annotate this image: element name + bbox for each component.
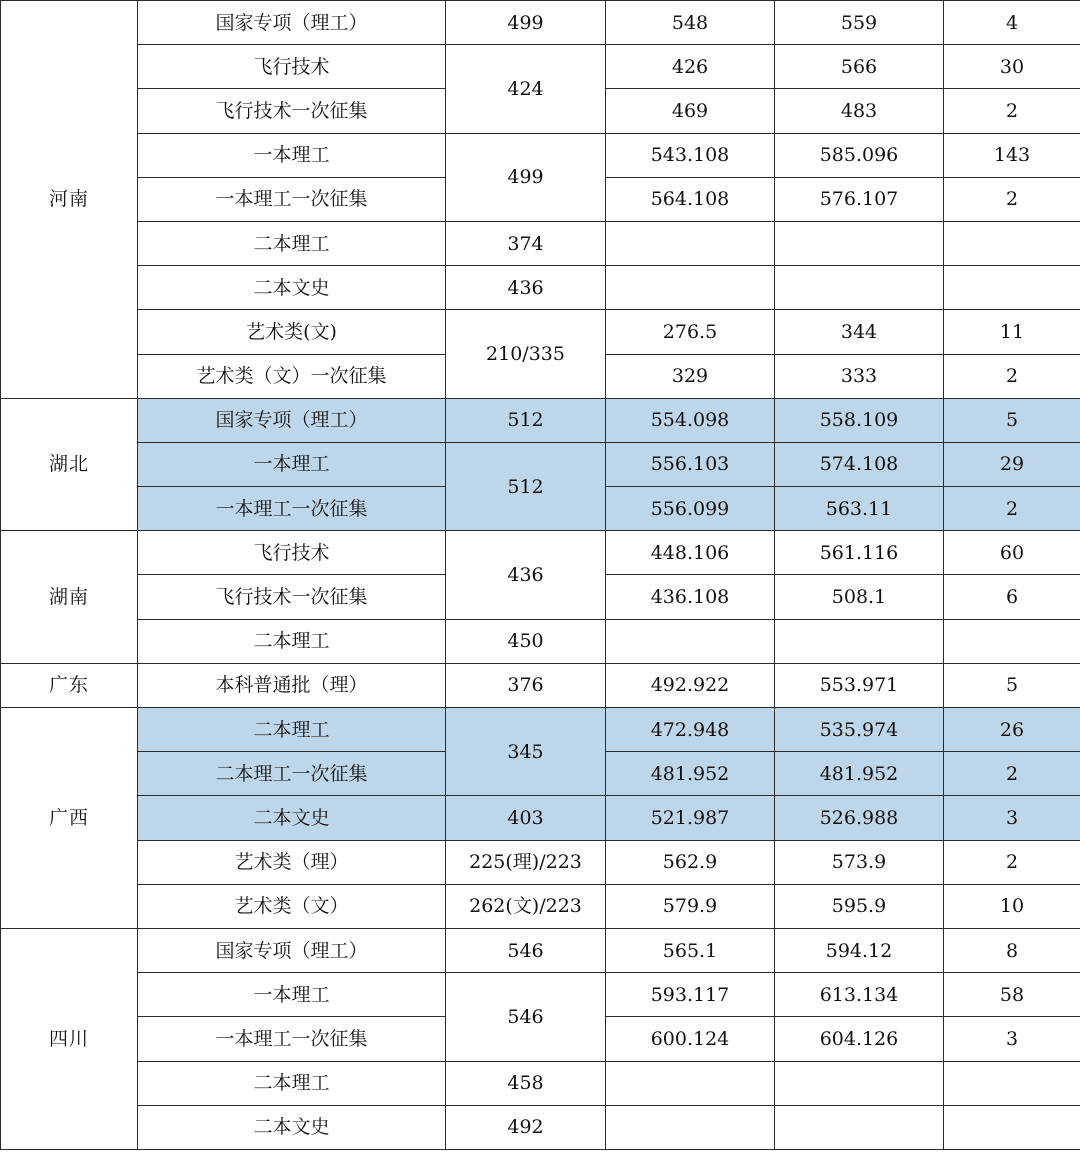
control-line-cell: 512 bbox=[446, 442, 606, 530]
count-cell bbox=[944, 221, 1080, 265]
control-line-cell: 546 bbox=[446, 928, 606, 972]
table-row bbox=[1, 796, 1080, 840]
province-cell: 湖北 bbox=[1, 398, 138, 531]
min-score-cell: 492.922 bbox=[606, 663, 775, 707]
batch-cell: 一本理工 bbox=[138, 133, 446, 177]
count-cell: 26 bbox=[944, 708, 1080, 752]
control-line-cell: 492 bbox=[446, 1105, 606, 1149]
count-cell: 30 bbox=[944, 45, 1080, 89]
batch-cell: 二本文史 bbox=[138, 796, 446, 840]
max-score-cell bbox=[775, 1061, 944, 1105]
min-score-cell: 593.117 bbox=[606, 973, 775, 1017]
batch-cell: 一本理工一次征集 bbox=[138, 487, 446, 531]
max-score-cell: 483 bbox=[775, 89, 944, 133]
count-cell: 6 bbox=[944, 575, 1080, 619]
batch-cell: 二本文史 bbox=[138, 1105, 446, 1149]
min-score-cell bbox=[606, 221, 775, 265]
control-line-cell: 424 bbox=[446, 45, 606, 133]
control-line-cell: 374 bbox=[446, 221, 606, 265]
batch-cell: 飞行技术 bbox=[138, 45, 446, 89]
table-row bbox=[1, 531, 1080, 575]
min-score-cell: 426 bbox=[606, 45, 775, 89]
max-score-cell: 595.9 bbox=[775, 884, 944, 928]
table-row bbox=[1, 310, 1080, 354]
table-row bbox=[1, 221, 1080, 265]
table-row bbox=[1, 1061, 1080, 1105]
table-row bbox=[1, 663, 1080, 707]
count-cell: 60 bbox=[944, 531, 1080, 575]
count-cell: 29 bbox=[944, 442, 1080, 486]
table-row bbox=[1, 133, 1080, 177]
batch-cell: 二本理工 bbox=[138, 221, 446, 265]
min-score-cell: 564.108 bbox=[606, 177, 775, 221]
count-cell: 2 bbox=[944, 354, 1080, 398]
province-cell: 广东 bbox=[1, 663, 138, 707]
count-cell: 143 bbox=[944, 133, 1080, 177]
batch-cell: 艺术类（理） bbox=[138, 840, 446, 884]
control-line-cell: 546 bbox=[446, 973, 606, 1061]
max-score-cell: 563.11 bbox=[775, 487, 944, 531]
max-score-cell: 576.107 bbox=[775, 177, 944, 221]
min-score-cell bbox=[606, 266, 775, 310]
count-cell: 4 bbox=[944, 1, 1080, 45]
max-score-cell: 333 bbox=[775, 354, 944, 398]
max-score-cell: 604.126 bbox=[775, 1017, 944, 1061]
min-score-cell: 436.108 bbox=[606, 575, 775, 619]
max-score-cell: 508.1 bbox=[775, 575, 944, 619]
batch-cell: 一本理工 bbox=[138, 973, 446, 1017]
max-score-cell: 481.952 bbox=[775, 752, 944, 796]
max-score-cell bbox=[775, 619, 944, 663]
control-line-cell: 450 bbox=[446, 619, 606, 663]
batch-cell: 国家专项（理工） bbox=[138, 928, 446, 972]
table-row bbox=[1, 619, 1080, 663]
min-score-cell: 448.106 bbox=[606, 531, 775, 575]
max-score-cell bbox=[775, 266, 944, 310]
count-cell: 2 bbox=[944, 177, 1080, 221]
min-score-cell: 472.948 bbox=[606, 708, 775, 752]
table-row bbox=[1, 398, 1080, 442]
count-cell: 5 bbox=[944, 398, 1080, 442]
min-score-cell: 329 bbox=[606, 354, 775, 398]
table-row bbox=[1, 1, 1080, 45]
min-score-cell: 579.9 bbox=[606, 884, 775, 928]
count-cell: 8 bbox=[944, 928, 1080, 972]
count-cell: 2 bbox=[944, 752, 1080, 796]
batch-cell: 二本理工 bbox=[138, 619, 446, 663]
control-line-cell: 225(理)/223 bbox=[446, 840, 606, 884]
max-score-cell: 344 bbox=[775, 310, 944, 354]
min-score-cell bbox=[606, 1061, 775, 1105]
min-score-cell: 562.9 bbox=[606, 840, 775, 884]
count-cell bbox=[944, 1061, 1080, 1105]
control-line-cell: 403 bbox=[446, 796, 606, 840]
min-score-cell: 600.124 bbox=[606, 1017, 775, 1061]
count-cell bbox=[944, 619, 1080, 663]
control-line-cell: 436 bbox=[446, 531, 606, 619]
min-score-cell: 276.5 bbox=[606, 310, 775, 354]
max-score-cell: 559 bbox=[775, 1, 944, 45]
batch-cell: 二本理工 bbox=[138, 708, 446, 752]
province-cell: 湖南 bbox=[1, 531, 138, 664]
max-score-cell: 566 bbox=[775, 45, 944, 89]
min-score-cell bbox=[606, 619, 775, 663]
min-score-cell bbox=[606, 1105, 775, 1149]
control-line-cell: 499 bbox=[446, 133, 606, 221]
table-row bbox=[1, 442, 1080, 486]
table-row bbox=[1, 840, 1080, 884]
batch-cell: 艺术类（文）一次征集 bbox=[138, 354, 446, 398]
batch-cell: 一本理工一次征集 bbox=[138, 1017, 446, 1061]
max-score-cell: 558.109 bbox=[775, 398, 944, 442]
max-score-cell: 594.12 bbox=[775, 928, 944, 972]
batch-cell: 二本理工 bbox=[138, 1061, 446, 1105]
table-row bbox=[1, 708, 1080, 752]
table-row bbox=[1, 973, 1080, 1017]
max-score-cell: 535.974 bbox=[775, 708, 944, 752]
control-line-cell: 436 bbox=[446, 266, 606, 310]
max-score-cell: 585.096 bbox=[775, 133, 944, 177]
min-score-cell: 565.1 bbox=[606, 928, 775, 972]
batch-cell: 本科普通批（理） bbox=[138, 663, 446, 707]
batch-cell: 艺术类（文） bbox=[138, 884, 446, 928]
max-score-cell: 561.116 bbox=[775, 531, 944, 575]
max-score-cell: 553.971 bbox=[775, 663, 944, 707]
count-cell: 3 bbox=[944, 796, 1080, 840]
count-cell: 2 bbox=[944, 840, 1080, 884]
min-score-cell: 521.987 bbox=[606, 796, 775, 840]
min-score-cell: 481.952 bbox=[606, 752, 775, 796]
control-line-cell: 458 bbox=[446, 1061, 606, 1105]
count-cell: 58 bbox=[944, 973, 1080, 1017]
batch-cell: 飞行技术 bbox=[138, 531, 446, 575]
batch-cell: 飞行技术一次征集 bbox=[138, 575, 446, 619]
count-cell: 10 bbox=[944, 884, 1080, 928]
batch-cell: 二本文史 bbox=[138, 266, 446, 310]
control-line-cell: 512 bbox=[446, 398, 606, 442]
batch-cell: 一本理工一次征集 bbox=[138, 177, 446, 221]
batch-cell: 国家专项（理工） bbox=[138, 1, 446, 45]
count-cell bbox=[944, 1105, 1080, 1149]
control-line-cell: 499 bbox=[446, 1, 606, 45]
control-line-cell: 262(文)/223 bbox=[446, 884, 606, 928]
count-cell bbox=[944, 266, 1080, 310]
control-line-cell: 210/335 bbox=[446, 310, 606, 398]
control-line-cell: 345 bbox=[446, 708, 606, 796]
min-score-cell: 556.103 bbox=[606, 442, 775, 486]
min-score-cell: 554.098 bbox=[606, 398, 775, 442]
control-line-cell: 376 bbox=[446, 663, 606, 707]
min-score-cell: 556.099 bbox=[606, 487, 775, 531]
count-cell: 11 bbox=[944, 310, 1080, 354]
max-score-cell: 574.108 bbox=[775, 442, 944, 486]
table-row bbox=[1, 884, 1080, 928]
batch-cell: 飞行技术一次征集 bbox=[138, 89, 446, 133]
province-cell: 河南 bbox=[1, 1, 138, 399]
table-row bbox=[1, 1105, 1080, 1149]
count-cell: 5 bbox=[944, 663, 1080, 707]
min-score-cell: 469 bbox=[606, 89, 775, 133]
max-score-cell: 573.9 bbox=[775, 840, 944, 884]
min-score-cell: 543.108 bbox=[606, 133, 775, 177]
province-cell: 广西 bbox=[1, 708, 138, 929]
batch-cell: 艺术类(文) bbox=[138, 310, 446, 354]
max-score-cell bbox=[775, 221, 944, 265]
count-cell: 3 bbox=[944, 1017, 1080, 1061]
max-score-cell: 526.988 bbox=[775, 796, 944, 840]
province-cell: 四川 bbox=[1, 928, 138, 1149]
batch-cell: 一本理工 bbox=[138, 442, 446, 486]
table-row bbox=[1, 928, 1080, 972]
table-row bbox=[1, 45, 1080, 89]
max-score-cell bbox=[775, 1105, 944, 1149]
min-score-cell: 548 bbox=[606, 1, 775, 45]
max-score-cell: 613.134 bbox=[775, 973, 944, 1017]
batch-cell: 国家专项（理工） bbox=[138, 398, 446, 442]
batch-cell: 二本理工一次征集 bbox=[138, 752, 446, 796]
count-cell: 2 bbox=[944, 89, 1080, 133]
table-row bbox=[1, 266, 1080, 310]
count-cell: 2 bbox=[944, 487, 1080, 531]
